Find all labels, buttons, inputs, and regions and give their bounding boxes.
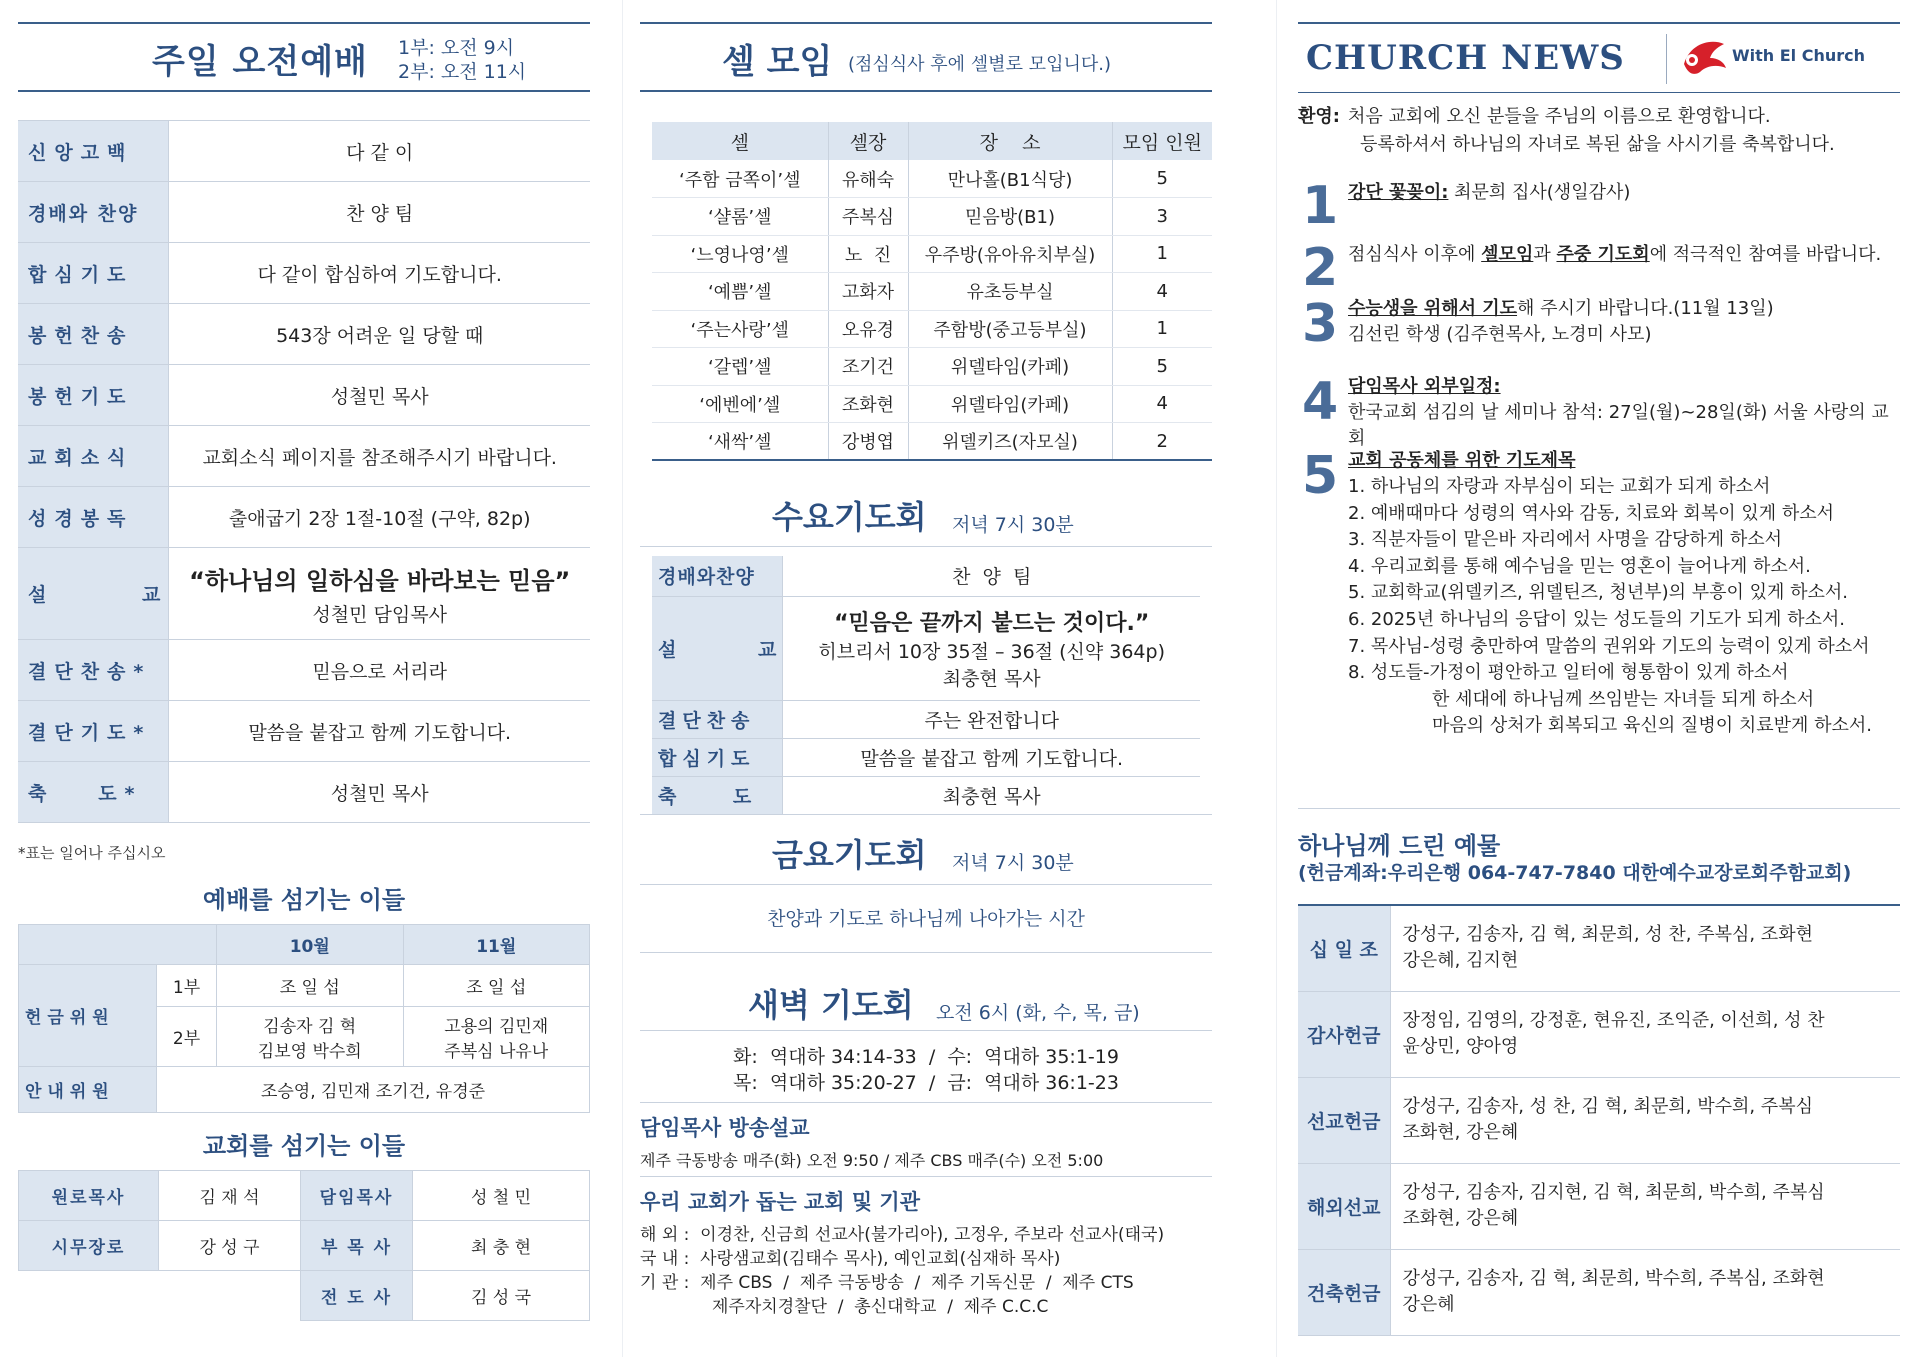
wed-label: 합심기도 (652, 738, 783, 776)
cell-leader: 노 진 (828, 235, 908, 273)
cell-row (652, 348, 1212, 386)
order-row (18, 762, 590, 823)
broadcast-title: 담임목사 방송설교 (640, 1116, 810, 1140)
welcome-line-2: 등록하셔서 하나님의 자녀로 복된 삶을 사시기를 축복합니다. (1360, 134, 1835, 155)
news-column (1298, 0, 1900, 1357)
divider (640, 1102, 1212, 1103)
offering-names-line: 장정임, 김영의, 강정훈, 현유진, 조익준, 이선희, 성 찬 (1402, 1010, 1825, 1031)
oct-service-1: 조 일 섭 (217, 965, 404, 1007)
cell-place: 위델타임(카페) (908, 385, 1112, 423)
staff-row (19, 1171, 590, 1221)
month-october: 10월 (217, 925, 404, 965)
prayer-item: 6. 2025년 하나님의 응답이 있는 성도들의 기도가 되게 하소서. (1348, 608, 1846, 630)
news-number-4: 4 (1302, 372, 1339, 432)
divider (640, 546, 1212, 547)
wednesday-title: 수요기도회 (772, 498, 927, 536)
cell-table (652, 122, 1212, 461)
order-value: 성철민 목사 (169, 762, 590, 823)
cell-count: 1 (1112, 310, 1212, 348)
offering-label: 선교헌금 (1298, 1077, 1390, 1163)
offering-row (1298, 905, 1900, 991)
order-label: 성경봉독 (18, 487, 169, 548)
exam-heading: 수능생을 위해서 기도 (1348, 298, 1518, 319)
worship-times (398, 36, 526, 84)
prayer-list (1348, 474, 1872, 740)
support-domestic: 국 내 : 사랑샘교회(김태수 목사), 예인교회(심재하 목사) (640, 1249, 1061, 1269)
cell-row (652, 198, 1212, 236)
usher-label: 안내위원 (19, 1067, 157, 1113)
support-org: 기 관 : 제주 CBS / 제주 극동방송 / 제주 기독신문 / 제주 CTS (640, 1273, 1134, 1293)
wed-row (652, 776, 1200, 814)
col-leader: 셀장 (828, 122, 908, 160)
news-item-2 (1348, 242, 1881, 268)
offering-names-line: 강성구, 김송자, 김지현, 김 혁, 최문희, 박수희, 주복심 (1402, 1182, 1825, 1203)
exam-text: 해 주시기 바랍니다.(11월 13일) (1517, 298, 1774, 319)
worship-title: 주일 오전예배 (152, 42, 368, 82)
staff-label: 시무장로 (19, 1221, 159, 1271)
offering-names-line: 강성구, 김송자, 성 찬, 김 혁, 최문희, 박수희, 주복심 (1402, 1096, 1813, 1117)
divider (640, 1030, 1212, 1031)
staff-row (19, 1271, 590, 1321)
offering-row (1298, 1163, 1900, 1249)
prayer-item: 1. 하나님의 자랑과 자부심이 되는 교회가 되게 하소서 (1348, 476, 1771, 497)
cell-row (652, 310, 1212, 348)
cell-name: ‘갈렙’셀 (652, 348, 828, 386)
order-row (18, 121, 590, 182)
divider (640, 884, 1212, 885)
prayer-item: 2. 예배때마다 성령의 역사와 감동, 치료와 회복이 있게 하소서 (1348, 502, 1834, 524)
logo-divider (1666, 34, 1667, 84)
servers-row (19, 965, 590, 1007)
wednesday-table (652, 556, 1200, 815)
offering-names (1390, 1077, 1900, 1163)
church-logo (1680, 32, 1900, 82)
sermon-cell (169, 548, 590, 640)
news-top-rule (1298, 22, 1900, 24)
order-row (18, 426, 590, 487)
servers-corner (19, 925, 217, 965)
dawn-reading-2: 목: 역대하 35:20-27 / 금: 역대하 36:1-23 (733, 1072, 1119, 1094)
staff-label: 전 도 사 (301, 1271, 413, 1321)
schedule-heading: 담임목사 외부일정: (1348, 376, 1501, 397)
divider (1298, 808, 1900, 809)
cell-place: 위델키즈(자모실) (908, 423, 1112, 461)
cell-row (652, 273, 1212, 311)
cell-leader: 오유경 (828, 310, 908, 348)
cell-row (652, 385, 1212, 423)
offering-names (1390, 991, 1900, 1077)
time-second-service: 2부: 오전 11시 (398, 61, 527, 83)
prayer-heading: 교회 공동체를 위한 기도제목 (1348, 450, 1576, 471)
offering-label: 해외선교 (1298, 1163, 1390, 1249)
cell-count: 1 (1112, 235, 1212, 273)
offering-row (1298, 1249, 1900, 1335)
cell-place: 우주방(유아유치부실) (908, 235, 1112, 273)
offering-names-line: 조화현, 강은혜 (1402, 1208, 1519, 1229)
cell-place: 믿음방(B1) (908, 198, 1112, 236)
col-count: 모임 인원 (1112, 122, 1212, 160)
offering-names-line: 윤상민, 양아영 (1402, 1036, 1519, 1057)
wed-sermon (783, 596, 1200, 700)
divider (640, 1176, 1212, 1177)
staff-table (18, 1170, 590, 1321)
order-row (18, 243, 590, 304)
news-number-3: 3 (1302, 294, 1339, 354)
servers-title: 예배를 섬기는 이들 (202, 886, 406, 914)
col-cell: 셀 (652, 122, 828, 160)
flower-heading: 강단 꽃꽂이: (1348, 182, 1449, 203)
wed-value: 주는 완전합니다 (783, 700, 1200, 738)
wed-value: 말씀을 붙잡고 함께 기도합니다. (783, 738, 1200, 776)
column-divider (622, 0, 623, 1357)
offering-names-line: 강성구, 김송자, 김 혁, 최문희, 성 찬, 주복심, 조화현 (1402, 924, 1813, 946)
cell-header-row (652, 122, 1212, 160)
staff-name: 김 재 석 (159, 1171, 301, 1221)
divider (640, 814, 1212, 815)
offering-label: 감사헌금 (1298, 991, 1390, 1077)
support-org-cont: 제주자치경찰단 / 총신대학교 / 제주 C.C.C (712, 1297, 1049, 1317)
staff-title: 교회를 섬기는 이들 (202, 1132, 406, 1160)
divider (640, 952, 1212, 953)
cell-name: ‘새싹’셀 (652, 423, 828, 461)
wed-label: 설 교 (652, 596, 783, 700)
order-label: 결단기도* (18, 701, 169, 762)
friday-title: 금요기도회 (772, 836, 927, 874)
cell-subtitle: (점심식사 후에 셀별로 모입니다.) (848, 54, 1111, 75)
news-item-4-heading (1348, 374, 1501, 400)
item2-text: 에 적극적인 참여를 바랍니다. (1649, 244, 1882, 265)
cell-name: ‘느영나영’셀 (652, 235, 828, 273)
offering-names-line: 조화현, 강은혜 (1402, 1122, 1519, 1143)
item2-text: 과 (1533, 244, 1557, 265)
cell-count: 5 (1112, 160, 1212, 198)
oct-service-2 (217, 1007, 404, 1067)
wed-label: 결단찬송 (652, 700, 783, 738)
cell-count: 4 (1112, 385, 1212, 423)
order-label: 신앙고백 (18, 121, 169, 182)
prayer-item: 4. 우리교회를 통해 예수님을 믿는 영혼이 늘어나게 하소서. (1348, 555, 1811, 577)
cell-count: 4 (1112, 273, 1212, 311)
cell-place: 유초등부실 (908, 273, 1112, 311)
offering-label: 십 일 조 (1298, 905, 1390, 991)
sermon-title: “하나님의 일하심을 바라보는 믿음” (189, 566, 571, 595)
servers-header-row (19, 925, 590, 965)
wed-row (652, 556, 1200, 596)
order-row (18, 640, 590, 701)
offering-label: 건축헌금 (1298, 1249, 1390, 1335)
dawn-title: 새벽 기도회 (748, 986, 914, 1024)
order-row (18, 304, 590, 365)
time-first-service: 1부: 오전 9시 (398, 37, 515, 59)
broadcast-text: 제주 극동방송 매주(화) 오전 9:50 / 제주 CBS 매주(수) 오전 5:00 (640, 1151, 1104, 1170)
worship-column (18, 0, 590, 1357)
order-row (18, 701, 590, 762)
staff-name: 성 철 민 (413, 1171, 590, 1221)
column-divider (1276, 0, 1277, 1357)
wed-value: 찬 양 팀 (783, 556, 1200, 596)
nov-names-a: 고용의 김민재 (444, 1016, 549, 1037)
welcome-label: 환영: (1298, 106, 1340, 127)
news-item-5-heading (1348, 448, 1575, 474)
cell-row (652, 423, 1212, 461)
cell-leader: 조기건 (828, 348, 908, 386)
logo-text: With El Church (1732, 46, 1866, 65)
dawn-reading-1: 화: 역대하 34:14-33 / 수: 역대하 35:1-19 (733, 1046, 1119, 1068)
offering-names-line: 강은혜 (1402, 1294, 1455, 1315)
sermon-preacher: 성철민 담임목사 (312, 603, 447, 626)
news-item-4: 한국교회 섬김의 날 세미나 참석: 27일(월)~28일(화) 서울 사랑의 교회 (1348, 402, 1889, 449)
nov-service-1: 조 일 섭 (403, 965, 590, 1007)
friday-description: 찬양과 기도로 하나님께 나아가는 시간 (767, 908, 1085, 930)
item2-cell: 셀모임 (1481, 244, 1534, 265)
order-value: 543장 어려운 일 당할 때 (169, 304, 590, 365)
order-value: 출애굽기 2장 1절-10절 (구약, 82p) (169, 487, 590, 548)
staff-name: 최 충 현 (413, 1221, 590, 1271)
prayer-item: 마음의 상처가 회복되고 육신의 질병이 치료받게 하소서. (1432, 715, 1872, 737)
nov-names-b: 주복심 나유나 (444, 1041, 549, 1062)
cell-leader: 유해숙 (828, 160, 908, 198)
news-number-2: 2 (1302, 238, 1339, 298)
oct-names-b: 김보영 박수희 (257, 1041, 362, 1062)
order-label: 결단찬송* (18, 640, 169, 701)
friday-time: 저녁 7시 30분 (952, 852, 1074, 874)
oct-names-a: 김송자 김 혁 (263, 1016, 357, 1037)
wed-sermon-row (652, 596, 1200, 700)
order-label: 경배와 찬양 (18, 182, 169, 243)
order-label: 축 도* (18, 762, 169, 823)
staff-label: 부 목 사 (301, 1221, 413, 1271)
worship-header (18, 22, 590, 92)
wednesday-time: 저녁 7시 30분 (952, 514, 1074, 536)
service-2-label: 2부 (157, 1007, 217, 1067)
order-label: 설 교 (18, 548, 169, 640)
order-row (18, 487, 590, 548)
prayer-item: 8. 성도들-가정이 평안하고 일터에 형통함이 있게 하소서 (1348, 662, 1789, 684)
servers-table (18, 924, 590, 1113)
wed-label: 축 도 (652, 776, 783, 814)
news-item-1 (1348, 180, 1630, 206)
wed-row (652, 738, 1200, 776)
cell-leader: 주복심 (828, 198, 908, 236)
cell-leader: 조화현 (828, 385, 908, 423)
month-november: 11월 (403, 925, 590, 965)
prayer-item: 5. 교회학교(위델키즈, 위델틴즈, 청년부)의 부흥이 있게 하소서. (1348, 582, 1849, 604)
staff-name: 강 성 구 (159, 1221, 301, 1271)
order-label: 합심기도 (18, 243, 169, 304)
cell-leader: 강병엽 (828, 423, 908, 461)
order-value: 성철민 목사 (169, 365, 590, 426)
cell-name: ‘주함 금쪽이’셀 (652, 160, 828, 198)
staff-label: 원로목사 (19, 1171, 159, 1221)
flower-text: 최문희 집사(생일감사) (1448, 182, 1631, 203)
news-number-5: 5 (1302, 446, 1339, 506)
news-item-3-detail: 김선린 학생 (김주현목사, 노경미 사모) (1348, 324, 1652, 345)
service-1-label: 1부 (157, 965, 217, 1007)
servers-row (19, 1067, 590, 1113)
cell-leader: 고화자 (828, 273, 908, 311)
wed-row (652, 700, 1200, 738)
staff-empty (19, 1271, 159, 1321)
order-value: 다 같 이 (169, 121, 590, 182)
order-label: 봉헌기도 (18, 365, 169, 426)
order-value: 말씀을 붙잡고 함께 기도합니다. (169, 701, 590, 762)
item2-text: 점심식사 이후에 (1348, 244, 1482, 265)
cell-count: 5 (1112, 348, 1212, 386)
offering-names-line: 강성구, 김송자, 김 혁, 최문희, 박수희, 주복심, 조화현 (1402, 1268, 1825, 1289)
order-value: 찬 양 팀 (169, 182, 590, 243)
order-value: 교회소식 페이지를 참조해주시기 바랍니다. (169, 426, 590, 487)
staff-row (19, 1221, 590, 1271)
item2-prayer: 주중 기도회 (1556, 244, 1650, 265)
offering-names (1390, 1249, 1900, 1335)
wed-label: 경배와찬양 (652, 556, 783, 596)
cell-header (640, 22, 1212, 92)
worship-order-table (18, 120, 590, 823)
order-value: 다 같이 합심하여 기도합니다. (169, 243, 590, 304)
offering-names-line: 강은혜, 김지현 (1402, 950, 1519, 972)
cell-place: 위델타임(카페) (908, 348, 1112, 386)
cell-name: ‘에벤에’셀 (652, 385, 828, 423)
wed-sermon-ref: 히브리서 10장 35절 – 36절 (신약 364p) (818, 640, 1165, 663)
prayer-item: 3. 직분자들이 맡은바 자리에서 사명을 감당하게 하소서 (1348, 529, 1783, 551)
order-row (18, 182, 590, 243)
support-abroad: 해 외 : 이경찬, 신금희 선교사(불가리아), 고정우, 주보라 선교사(태국) (640, 1225, 1165, 1245)
offering-names (1390, 1163, 1900, 1249)
news-number-1: 1 (1302, 176, 1339, 236)
offering-committee-label: 헌금위원 (19, 965, 157, 1067)
cell-row (652, 235, 1212, 273)
news-bottom-rule (1298, 92, 1900, 93)
order-label: 교회소식 (18, 426, 169, 487)
staff-name: 김 성 국 (413, 1271, 590, 1321)
staff-empty (159, 1271, 301, 1321)
usher-names: 조승영, 김민재 조기건, 유경준 (157, 1067, 590, 1113)
cell-name: ‘샬롬’셀 (652, 198, 828, 236)
col-place: 장 소 (908, 122, 1112, 160)
order-label: 봉헌찬송 (18, 304, 169, 365)
cell-row (652, 160, 1212, 198)
order-value: 믿음으로 서리라 (169, 640, 590, 701)
cell-title: 셀 모임 (722, 42, 833, 82)
cell-count: 3 (1112, 198, 1212, 236)
wed-sermon-title: “믿음은 끝까지 붙드는 것이다.” (834, 610, 1150, 636)
nov-service-2 (403, 1007, 590, 1067)
cell-name: ‘주는사랑’셀 (652, 310, 828, 348)
standing-note: *표는 일어나 주십시오 (18, 844, 166, 862)
sermon-row (18, 548, 590, 640)
dove-icon (1680, 34, 1728, 80)
support-title: 우리 교회가 돕는 교회 및 기관 (640, 1190, 920, 1214)
offering-row (1298, 991, 1900, 1077)
news-item-3 (1348, 296, 1774, 322)
offerings-account: (헌금계좌:우리은행 064-747-7840 대한예수교장로회주함교회) (1298, 862, 1852, 884)
wed-value: 최충현 목사 (783, 776, 1200, 814)
cell-count: 2 (1112, 423, 1212, 461)
staff-label: 담임목사 (301, 1171, 413, 1221)
wed-sermon-preacher: 최충현 목사 (942, 667, 1041, 690)
cell-name: ‘예쁨’셀 (652, 273, 828, 311)
dawn-time: 오전 6시 (화, 수, 목, 금) (936, 1002, 1140, 1024)
prayer-item: 한 세대에 하나님께 쓰임받는 자녀들 되게 하소서 (1432, 688, 1815, 710)
order-row (18, 365, 590, 426)
cell-place: 주함방(중고등부실) (908, 310, 1112, 348)
news-title: CHURCH NEWS (1306, 38, 1625, 78)
offerings-title: 하나님께 드린 예물 (1298, 832, 1501, 860)
cell-place: 만나홀(B1식당) (908, 160, 1112, 198)
offering-names (1390, 905, 1900, 991)
prayer-item: 7. 목사님-성령 충만하여 말씀의 권위와 기도의 능력이 있게 하소서 (1348, 635, 1870, 657)
welcome-line-1: 처음 교회에 오신 분들을 주님의 이름으로 환영합니다. (1348, 106, 1771, 127)
offering-row (1298, 1077, 1900, 1163)
offerings-table (1298, 904, 1900, 1336)
meetings-column (640, 0, 1212, 1357)
